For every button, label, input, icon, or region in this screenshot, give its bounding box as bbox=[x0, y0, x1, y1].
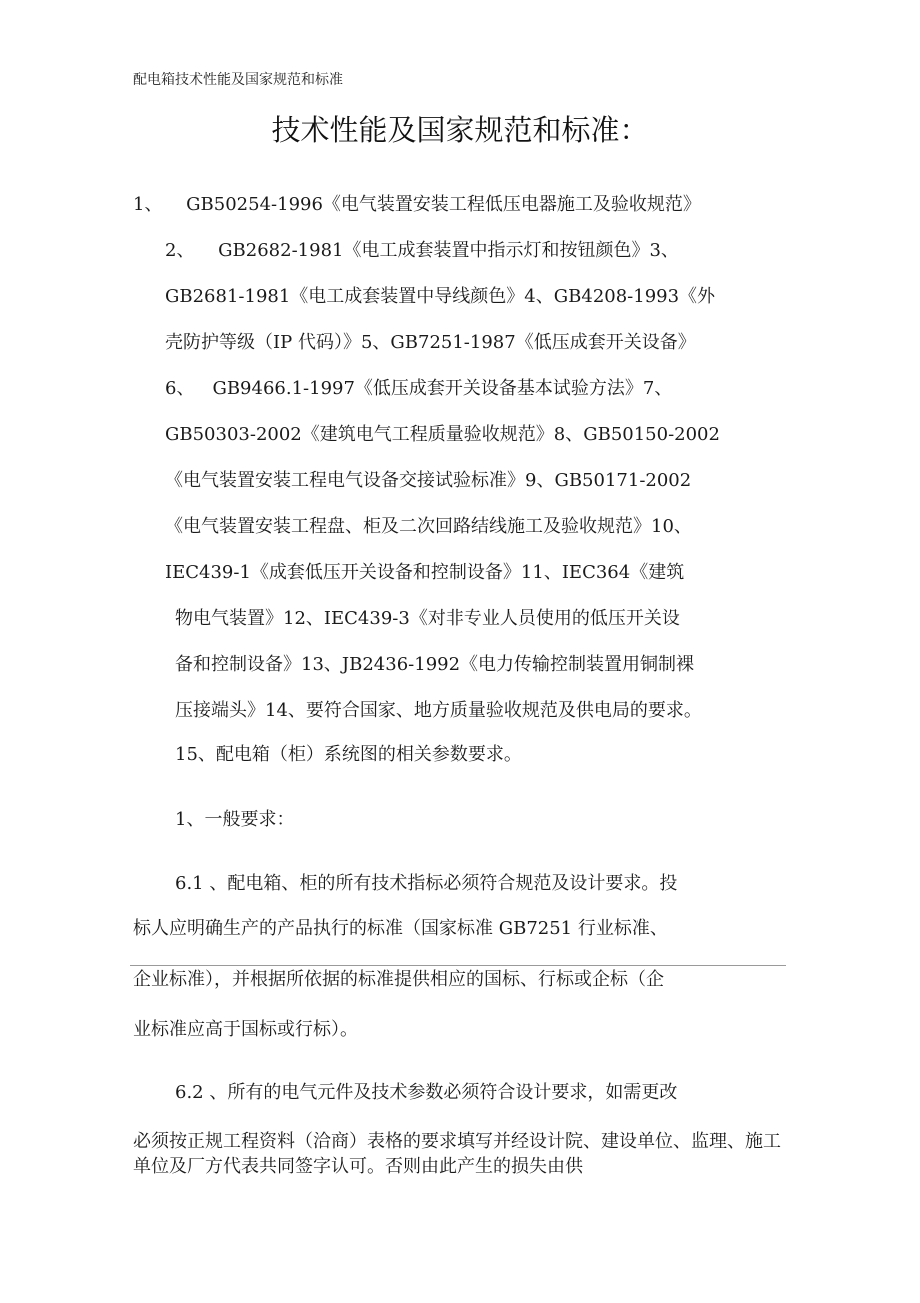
text-line-7: 《电气装置安装工程电气设备交接试验标准》9、GB50171-2002 bbox=[165, 470, 692, 491]
text-line-3: GB2681-1981《电工成套装置中导线颜色》4、GB4208-1993《外 bbox=[165, 286, 716, 307]
text-line-10: 物电气装置》12、IEC439-3《对非专业人员使用的低压开关设 bbox=[175, 608, 680, 629]
text-line-20: 必须按正规工程资料（洽商）表格的要求填写并经设计院、建设单位、监理、施工 bbox=[133, 1131, 781, 1152]
text-line-13: 15、配电箱（柜）系统图的相关参数要求。 bbox=[175, 744, 522, 765]
document-title: 技术性能及国家规范和标准： bbox=[271, 113, 649, 147]
text-line-6: GB50303-2002《建筑电气工程质量验收规范》8、GB50150-2002 bbox=[165, 424, 720, 445]
horizontal-divider bbox=[130, 965, 786, 966]
text-line-19: 6.2 、所有的电气元件及技术参数必须符合设计要求，如需更改 bbox=[175, 1082, 678, 1103]
text-line-9: IEC439-1《成套低压开关设备和控制设备》11、IEC364《建筑 bbox=[165, 562, 685, 583]
text-line-5: 6、 GB9466.1-1997《低压成套开关设备基本试验方法》7、 bbox=[165, 378, 673, 399]
text-line-16: 标人应明确生产的产品执行的标准（国家标准 GB7251 行业标准、 bbox=[133, 918, 668, 939]
text-line-17: 企业标准），并根据所依据的标准提供相应的国标、行标或企标（企 bbox=[133, 969, 664, 990]
text-line-18: 业标准应高于国标或行标）。 bbox=[133, 1019, 358, 1040]
text-line-21: 单位及厂方代表共同签字认可。否则由此产生的损失由供 bbox=[133, 1156, 583, 1177]
text-line-8: 《电气装置安装工程盘、柜及二次回路结线施工及验收规范》10、 bbox=[165, 516, 692, 537]
text-line-11: 备和控制设备》13、JB2436-1992《电力传输控制装置用铜制裸 bbox=[175, 654, 695, 675]
text-line-15: 6.1 、配电箱、柜的所有技术指标必须符合规范及设计要求。投 bbox=[175, 873, 678, 894]
text-line-1: 1、 GB50254-1996《电气装置安装工程低压电器施工及验收规范》 bbox=[133, 194, 701, 215]
text-line-2: 2、 GB2682-1981《电工成套装置中指示灯和按钮颜色》3、 bbox=[165, 240, 679, 261]
text-line-14: 1、一般要求： bbox=[175, 809, 295, 830]
text-line-4: 壳防护等级（IP 代码）》5、GB7251-1987《低压成套开关设备》 bbox=[165, 332, 696, 353]
page-header: 配电箱技术性能及国家规范和标准 bbox=[133, 72, 343, 88]
text-line-12: 压接端头》14、要符合国家、地方质量验收规范及供电局的要求。 bbox=[175, 700, 702, 721]
